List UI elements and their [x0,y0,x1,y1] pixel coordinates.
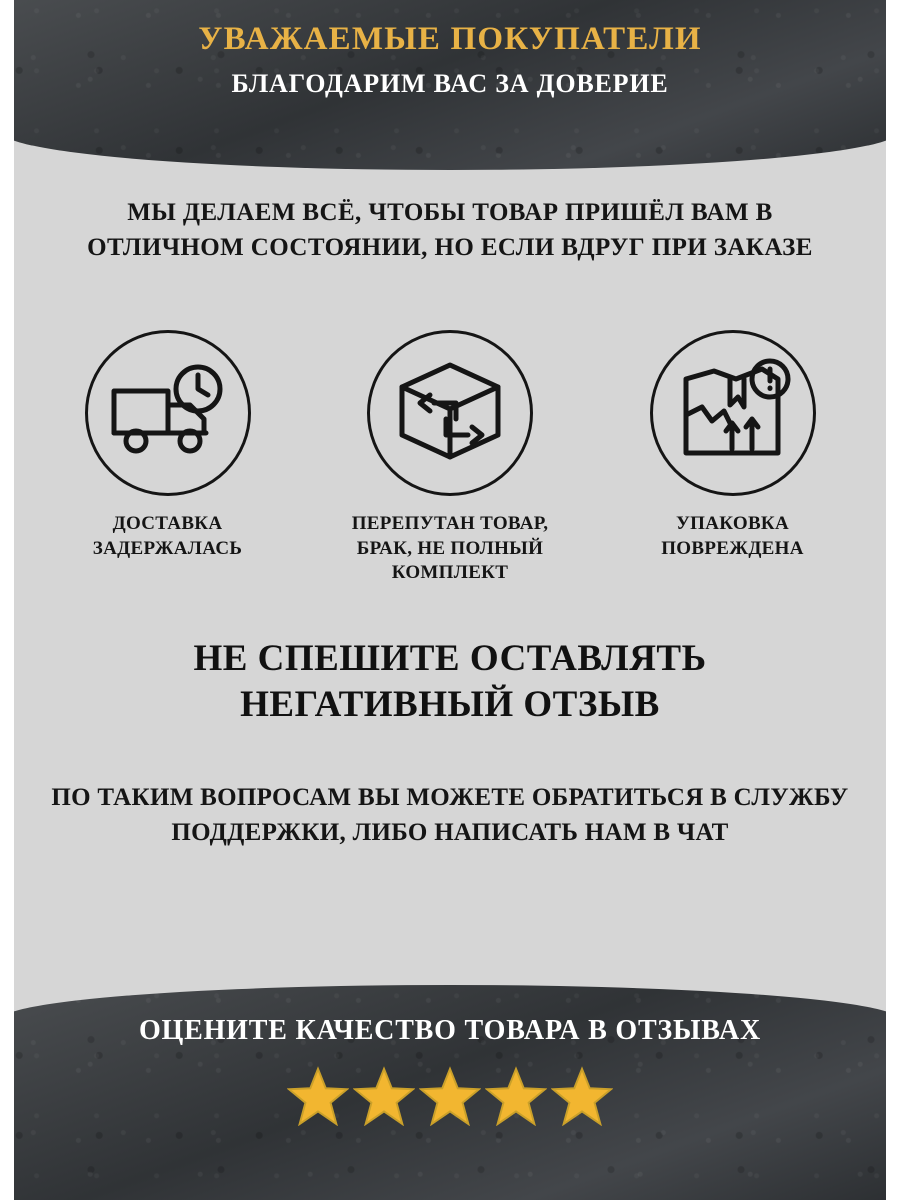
page-title: УВАЖАЕМЫЕ ПОКУПАТЕЛИ [198,21,702,57]
header-subtitle: БЛАГОДАРИМ ВАС ЗА ДОВЕРИЕ [231,68,669,98]
damaged-package-icon [650,330,816,496]
star-icon[interactable] [419,1066,481,1126]
star-icon[interactable] [551,1066,613,1126]
issues-row [40,330,860,586]
issue-item-damaged-package [605,330,860,586]
issue-item-wrong-item [323,330,578,586]
footer-call-to-action: ОЦЕНИТЕ КАЧЕСТВО ТОВАРА В ОТЗЫВАХ [138,1015,762,1046]
issue-item-delivery-delay [40,330,295,586]
issue-label-damaged-package: УПАКОВКА ПОВРЕЖДЕНА [661,513,804,559]
star-icon[interactable] [353,1066,415,1126]
header [0,22,900,99]
box-exchange-arrow-icon [367,330,533,496]
main-statement: НЕ СПЕШИТЕ ОСТАВЛЯТЬ НЕГАТИВНЫЙ ОТЗЫВ [193,638,707,726]
support-instructions: ПО ТАКИМ ВОПРОСАМ ВЫ МОЖЕТЕ ОБРАТИТЬСЯ В СЛУЖБУ ПОДДЕРЖКИ, ЛИБО НАПИСАТЬ НАМ В ЧАТ [51,784,849,846]
issue-label-wrong-item: ПЕРЕПУТАН ТОВАР, БРАК, НЕ ПОЛНЫЙ КОМПЛЕКТ [351,513,549,584]
delivery-truck-clock-icon [85,330,251,496]
issue-label-delivery-delay: ДОСТАВКА ЗАДЕРЖАЛАСЬ [92,513,243,559]
footer [0,985,900,1200]
star-icon[interactable] [287,1066,349,1126]
star-rating[interactable] [287,1066,613,1126]
intro-text: МЫ ДЕЛАЕМ ВСЁ, ЧТОБЫ ТОВАР ПРИШЁЛ ВАМ В ОТЛИЧНОМ СОСТОЯНИИ, НО ЕСЛИ ВДРУГ ПРИ ЗАКАЗЕ [87,199,813,261]
star-icon[interactable] [485,1066,547,1126]
